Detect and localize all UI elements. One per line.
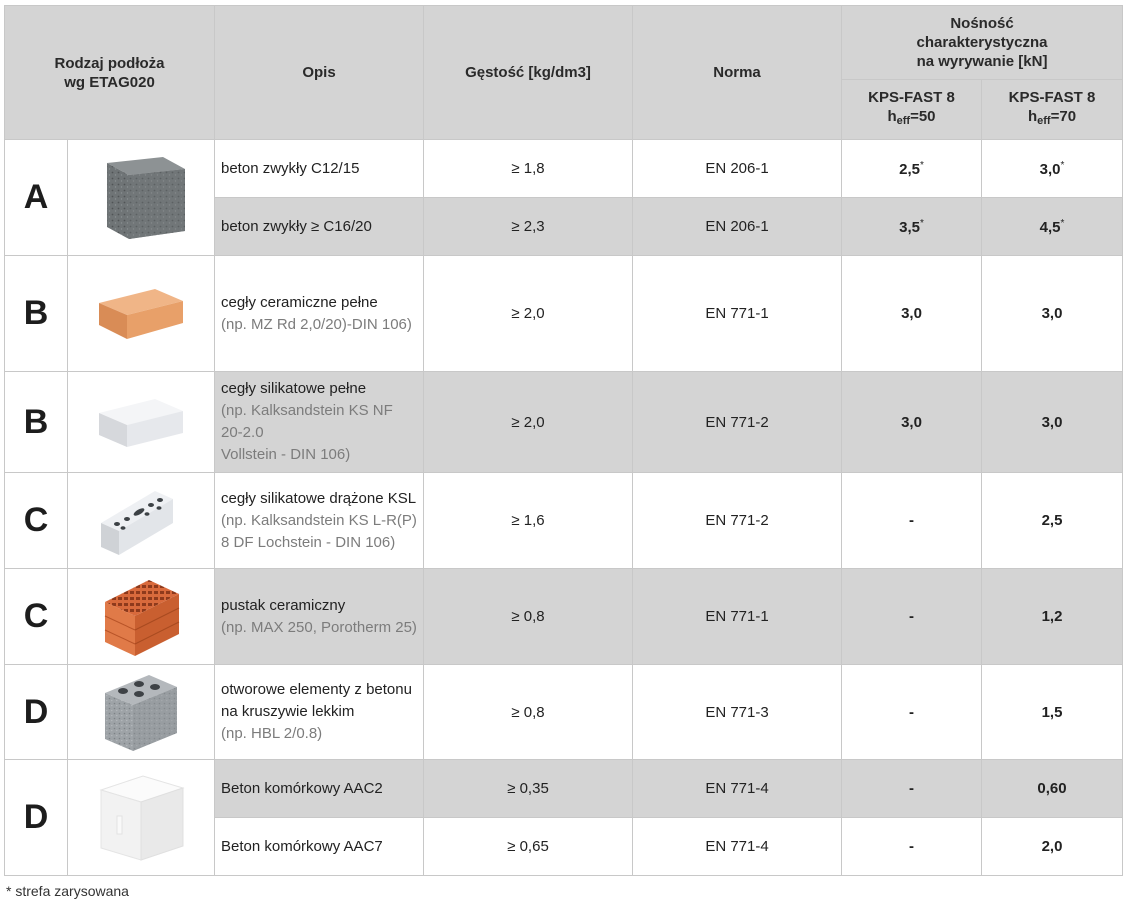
capacity-50-cell: - [842,569,982,665]
lightweight-concrete-block-icon [93,667,189,757]
description-cell: cegły ceramiczne pełne (np. MZ Rd 2,0/20)-DIN 106) [215,256,424,372]
capacity-70-cell: 2,0 [982,818,1123,876]
ceramic-hollow-block-icon [93,572,189,662]
ceramic-brick-icon [93,279,189,349]
substrate-letter: B [5,256,68,372]
substrate-letter: B [5,372,68,473]
substrate-image [68,665,215,760]
description-cell: pustak ceramiczny (np. MAX 250, Porotherm 25) [215,569,424,665]
substrate-image [68,256,215,372]
standard-cell: EN 771-3 [633,665,842,760]
footnote: * strefa zarysowana [6,883,129,899]
anchor-capacity-table [4,5,1123,876]
header-row [5,6,1123,80]
density-cell: ≥ 1,6 [424,473,633,569]
capacity-70-cell: 0,60 [982,760,1123,818]
substrate-letter: C [5,473,68,569]
density-cell: ≥ 0,8 [424,569,633,665]
substrate-image [68,760,215,876]
substrate-image [68,569,215,665]
substrate-letter: D [5,760,68,876]
description-cell: Beton komórkowy AAC7 [215,818,424,876]
standard-cell: EN 771-4 [633,818,842,876]
capacity-50-cell: - [842,665,982,760]
substrate-image [68,473,215,569]
substrate-letter: D [5,665,68,760]
capacity-70-cell: 3,0 [982,256,1123,372]
standard-cell: EN 771-1 [633,256,842,372]
header-substrate: Rodzaj podłoża wg ETAG020 [5,6,215,140]
capacity-50-cell: - [842,473,982,569]
capacity-70-cell: 2,5 [982,473,1123,569]
capacity-50-cell: 2,5* [842,140,982,198]
description-cell: otworowe elementy z betonu na kruszywie lekkim (np. HBL 2/0.8) [215,665,424,760]
density-cell: ≥ 1,8 [424,140,633,198]
perforated-silicate-brick-icon [93,479,189,563]
description-cell: cegły silikatowe drążone KSL (np. Kalksandstein KS L-R(P) 8 DF Lochstein - DIN 106) [215,473,424,569]
standard-cell: EN 771-2 [633,473,842,569]
capacity-50-cell: - [842,760,982,818]
capacity-50-cell: 3,0 [842,256,982,372]
density-cell: ≥ 0,35 [424,760,633,818]
description-cell: Beton komórkowy AAC2 [215,760,424,818]
capacity-70-cell: 3,0* [982,140,1123,198]
capacity-70-cell: 3,0 [982,372,1123,473]
capacity-70-cell: 4,5* [982,198,1123,256]
capacity-50-cell: 3,5* [842,198,982,256]
header-capacity: Nośność charakterystyczna na wyrywanie [kN] [842,6,1123,80]
table-row [5,372,1123,473]
substrate-letter: A [5,140,68,256]
standard-cell: EN 771-2 [633,372,842,473]
density-cell: ≥ 0,65 [424,818,633,876]
density-cell: ≥ 2,0 [424,256,633,372]
table-row [5,569,1123,665]
table-row [5,665,1123,760]
header-description: Opis [215,6,424,140]
density-cell: ≥ 0,8 [424,665,633,760]
capacity-70-cell: 1,2 [982,569,1123,665]
capacity-50-cell: - [842,818,982,876]
standard-cell: EN 771-1 [633,569,842,665]
substrate-letter: C [5,569,68,665]
description-cell: beton zwykły ≥ C16/20 [215,198,424,256]
capacity-50-cell: 3,0 [842,372,982,473]
header-standard: Norma [633,6,842,140]
aerated-concrete-block-icon [93,772,189,864]
description-cell: beton zwykły C12/15 [215,140,424,198]
density-cell: ≥ 2,3 [424,198,633,256]
table-row [5,760,1123,818]
header-kps-70: KPS-FAST 8 $h_{eff}=70$ [982,80,1123,140]
standard-cell: EN 771-4 [633,760,842,818]
substrate-image [68,372,215,473]
header-kps-50: KPS-FAST 8 $h_{eff}=50$ [842,80,982,140]
concrete-block-icon [93,153,189,243]
table-row [5,473,1123,569]
standard-cell: EN 206-1 [633,140,842,198]
description-cell: cegły silikatowe pełne (np. Kalksandstein KS NF 20-2.0 Vollstein - DIN 106) [215,372,424,473]
density-cell: ≥ 2,0 [424,372,633,473]
substrate-image [68,140,215,256]
table-row [5,256,1123,372]
capacity-70-cell: 1,5 [982,665,1123,760]
table-row [5,140,1123,198]
silicate-brick-icon [93,387,189,457]
header-density: Gęstość [kg/dm3] [424,6,633,140]
standard-cell: EN 206-1 [633,198,842,256]
